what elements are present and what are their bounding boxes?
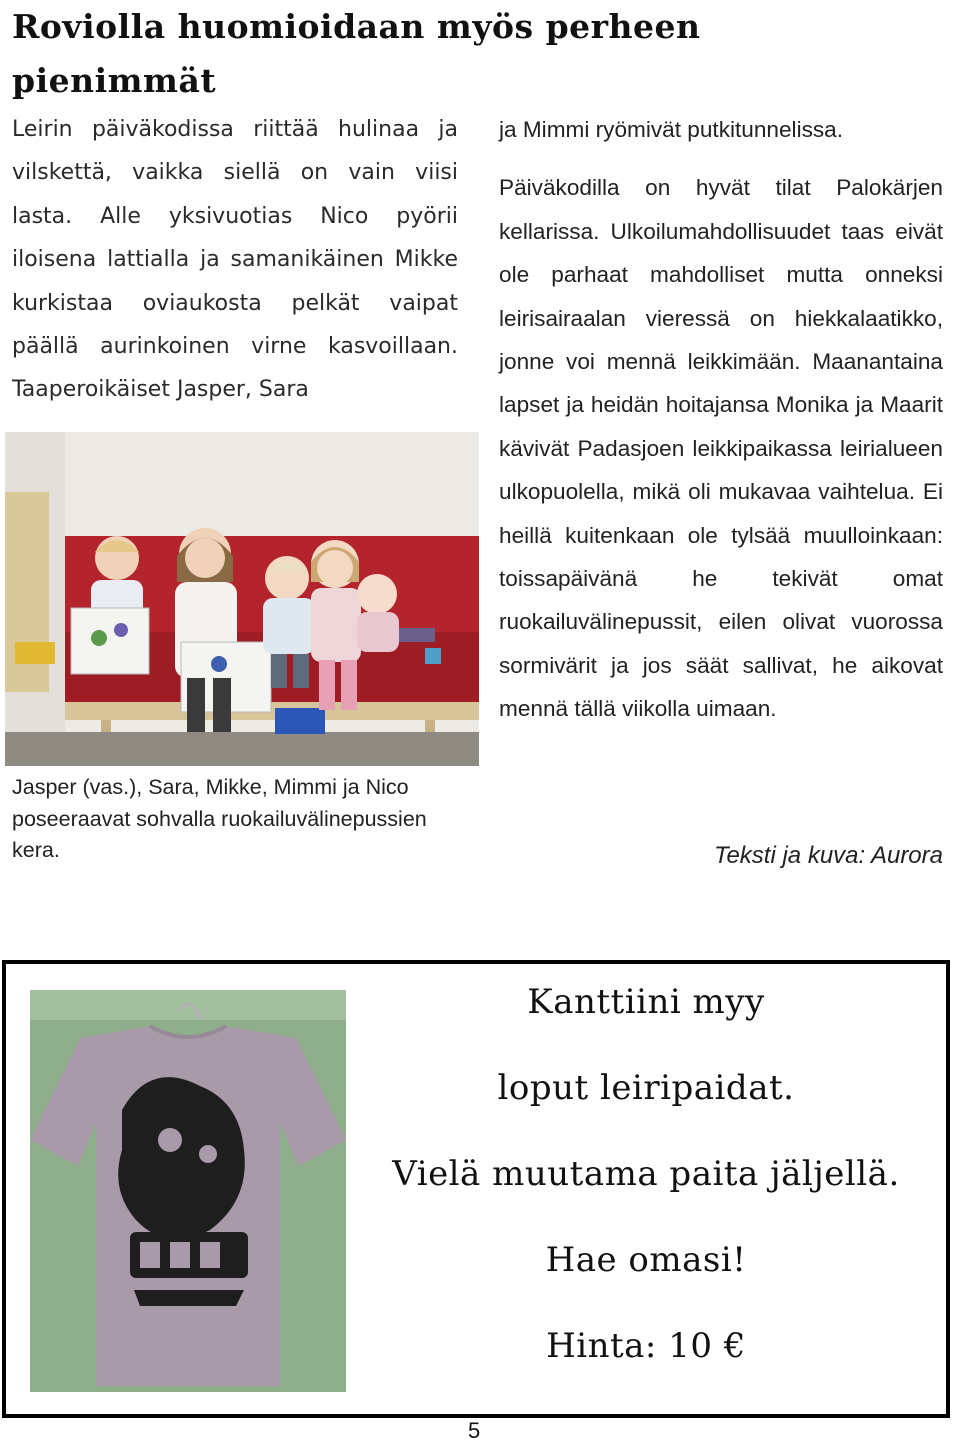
advert-line-1: Kanttiini myy xyxy=(527,982,765,1022)
children-on-sofa-photo xyxy=(5,432,479,766)
advert-price: Hinta: 10 € xyxy=(546,1326,746,1366)
advert-line-4: Hae omasi! xyxy=(545,1240,747,1280)
article-right-paragraph-1: ja Mimmi ryömivät putkitunnelissa. xyxy=(499,117,844,142)
article-right-paragraph-2: Päiväkodilla on hyvät tilat Palokärjen kellarissa. Ulkoilumahdollisuudet taas eivät ole parhaat mahdolliset mutta onneksi leirisairaalan vieressä on hiekkalaatikko, jonne voi mennä leikkimään. Maanantaina lapset ja heidän hoitajansa Monika ja Maarit kävivät Padasjoen leikkipaikassa leirialueen ulkopuolella, mikä oli mukavaa vaihtelua. Ei heillä kuitenkaan ole tylsää muulloinkaan: toissapäivänä he tekivät omat ruokailuvälinepussit, eilen olivat vuorossa sormivärit ja jos säät sallivat, he aikovat mennä tällä viikolla uimaan. xyxy=(499,175,943,722)
article-credit: Teksti ja kuva: Aurora xyxy=(714,842,943,869)
article-headline: Roviolla huomioidaan myös perheen pienimmät xyxy=(12,7,701,100)
children-on-sofa-illustration xyxy=(5,432,479,766)
photo-caption: Jasper (vas.), Sara, Mikke, Mimmi ja Nico poseeraavat sohvalla ruokailuvälinepussien kera. xyxy=(12,775,427,862)
camp-shirt-illustration xyxy=(30,990,346,1392)
page-number: 5 xyxy=(468,1418,481,1443)
advert-line-3: Vielä muutama paita jäljellä. xyxy=(392,1154,900,1194)
advert-text xyxy=(356,974,936,1404)
camp-shirt-photo xyxy=(30,990,346,1392)
article-left-paragraph: Leirin päiväkodissa riittää hulinaa ja vilskettä, vaikka siellä on vain viisi lasta. Alle yksivuotias Nico pyörii iloisena lattialla ja samanikäinen Mikke kurkistaa oviaukosta pelkät vaipat päällä aurinkoinen virne kasvoillaan. Taaperoikäiset Jasper, Sara xyxy=(12,117,458,403)
canteen-shirt-advert xyxy=(2,960,950,1418)
advert-line-2: loput leiripaidat. xyxy=(497,1068,795,1108)
article-right-column xyxy=(499,108,943,731)
